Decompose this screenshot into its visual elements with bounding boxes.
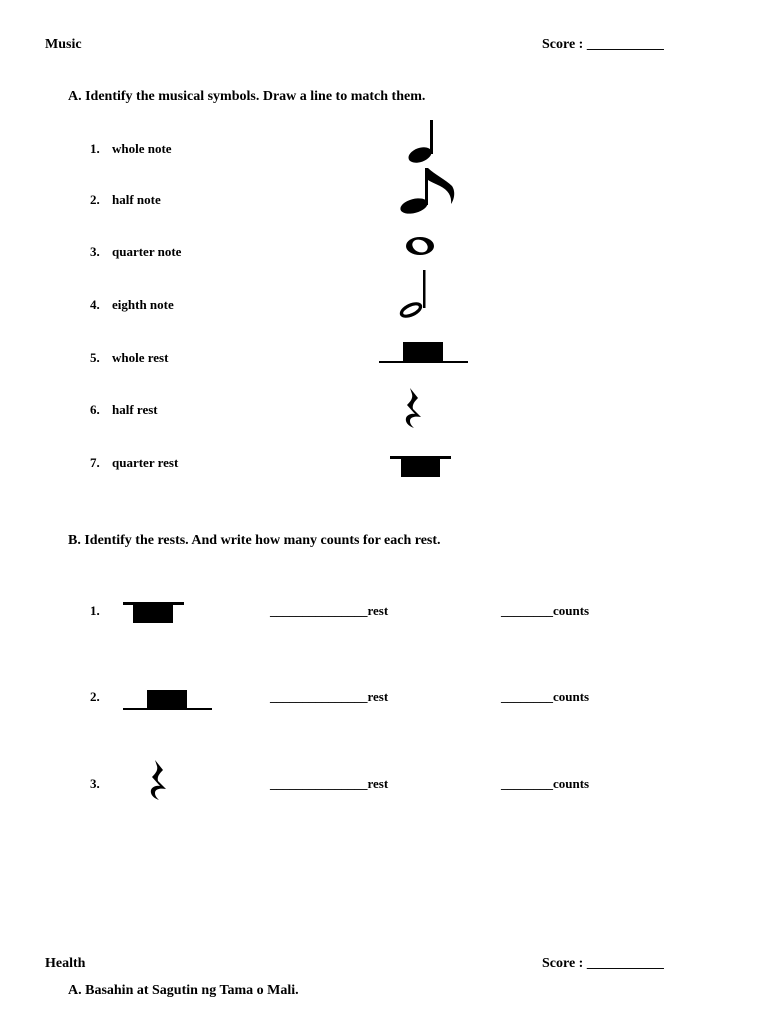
answer-blank: ________ xyxy=(501,603,553,618)
subject-title-music: Music xyxy=(45,37,82,52)
item-label: eighth note xyxy=(112,297,174,312)
eighth-note-icon xyxy=(396,166,460,216)
rest-name-field: _______________rest xyxy=(270,689,389,704)
quarter-rest-icon xyxy=(400,386,426,430)
answer-blank: _______________ xyxy=(270,776,368,791)
list-item: 1. whole note xyxy=(90,141,172,156)
score-blank: ___________ xyxy=(586,956,664,971)
list-item: 5. whole rest xyxy=(90,350,169,365)
score-label: Score : xyxy=(542,37,584,52)
item-label: half rest xyxy=(112,402,158,417)
counts-field: ________counts xyxy=(501,603,590,618)
health-instruction: A. Basahin at Sagutin ng Tama o Mali. xyxy=(68,983,299,998)
list-item: 4. eighth note xyxy=(90,297,174,312)
score-label: Score : xyxy=(542,956,584,971)
half-rest-icon xyxy=(378,340,470,366)
half-rest-icon xyxy=(122,689,214,713)
score-blank: ___________ xyxy=(586,37,664,52)
list-item: 7. quarter rest xyxy=(90,455,179,470)
section-b-instruction: B. Identify the rests. And write how many counts for each rest. xyxy=(68,533,441,548)
answer-blank: _______________ xyxy=(270,603,368,618)
score-field-health xyxy=(542,956,664,972)
item-label: whole rest xyxy=(112,350,169,365)
answer-blank: ________ xyxy=(501,776,553,791)
whole-rest-icon xyxy=(389,455,453,479)
subject-title-health: Health xyxy=(45,956,86,971)
list-item: 3. quarter note xyxy=(90,244,182,259)
rest-name-field: _______________rest xyxy=(270,603,389,618)
item-label: quarter rest xyxy=(112,455,179,470)
row-number: 1. xyxy=(90,603,100,618)
half-note-icon xyxy=(396,268,432,320)
answer-blank: _______________ xyxy=(270,689,368,704)
quarter-rest-icon xyxy=(145,758,171,802)
row-number: 2. xyxy=(90,689,100,704)
item-label: quarter note xyxy=(112,244,182,259)
counts-field: ________counts xyxy=(501,776,590,791)
whole-note-icon xyxy=(402,234,440,258)
counts-field: ________counts xyxy=(501,689,590,704)
row-number: 3. xyxy=(90,776,100,791)
answer-blank: ________ xyxy=(501,689,553,704)
item-label: half note xyxy=(112,192,161,207)
list-item: 2. half note xyxy=(90,192,161,207)
item-label: whole note xyxy=(112,141,172,156)
rest-name-field: _______________rest xyxy=(270,776,389,791)
quarter-note-icon xyxy=(400,118,440,166)
score-field-music xyxy=(542,37,664,53)
whole-rest-icon xyxy=(122,601,186,625)
list-item: 6. half rest xyxy=(90,402,158,417)
section-a-instruction: A. Identify the musical symbols. Draw a line to match them. xyxy=(68,89,426,104)
